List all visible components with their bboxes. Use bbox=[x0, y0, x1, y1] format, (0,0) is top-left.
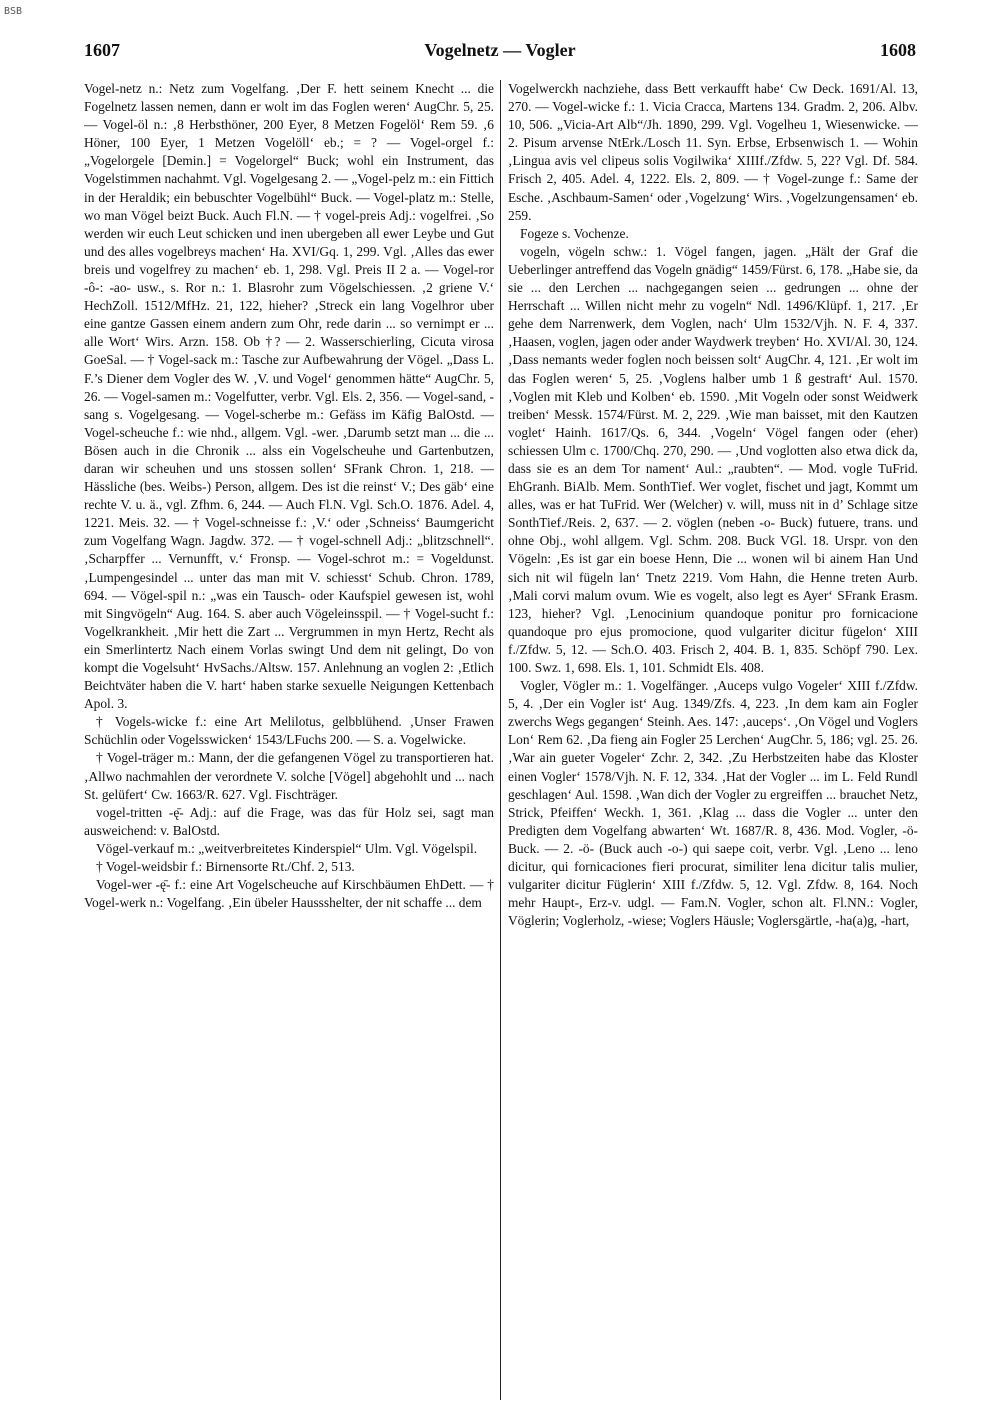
page-header bbox=[84, 40, 916, 66]
dictionary-entry: † Vogel-weidsbir f.: Birnensorte Rt./Chf. 2, 513. bbox=[96, 859, 355, 875]
dictionary-entry: vogeln, vögeln schw.: 1. Vögel fangen, jagen. „Hält der Graf die Ueberlinger antreffend das Vogeln gnädig“ 1459/Fürst. 6, 178. „Habe sie, da sie ... den Lerchen ... nachgegangen seien ... gedrungen ... ohne der Herrschaft ... Willen nicht mehr zu vogeln“ Ndl. 1496/Klüpf. 1, 217. ‚Er gehe dem Narrenwerk, dem Voglen, nach‘ Ulm 1532/Vjh. N. F. 4, 337. ‚Haasen, voglen, jagen oder ander Waydwerk treyben‘ Ho. XVI/Al. 30, 124. ‚Dass nemants weder foglen noch beissen solt‘ AugChr. 4, 121. ‚Er wolt im das Foglen weren‘ 5, 25. ‚Voglens halber umb 1 ß gestraft‘ Aul. 1570. ‚Voglen mit Kleb und Kolben‘ eb. 1590. ‚Mit Vogeln oder sonst Weidwerk treiben‘ Messk. 1574/Fürst. M. 2, 229. ‚Wie man baisset, mit den Kautzen voglet‘ Hainh. 1617/Qs. 6, 344. ‚Vogeln‘ Vögel fangen oder (eher) schiessen Ulm c. 1700/Chq. 270, 290. — ‚Und voglotten also etwa dick da, dass sie es an dem Tor nament‘ Aul.: „raubten“. — Mod. vogle TuFrid. EhGranh. BiAlb. Mem. SonthTief. Wer voglet, fischet und jagt, Kommt um alles, was er hat TuFrid. Wer (Welcher) v. will, muss nit in d’ Schlage sitze SonthTief./Reis. 2, 637. — 2. vöglen (neben -o- Buck) futuere, trans. und ohne Obj., wohl allgem. Vgl. Schm. 208. Buck VGl. 18. Urspr. von den Vögeln: ‚Es ist gar ein boese Henn, Die ... wonen wil bi ainem Han Und sich nit wil fügeln lan‘ Tnetz 2219. Vom Hahn, die Henne treten Aurb. ‚Mali corvi malum ovum. Wie es vogelt, also legt es Ayer‘ SFrank Erasm. 123, hieher? Vgl. ‚Lenocinium quandoque ponitur pro fornicacione quandoque pro ejus promocione, quod vulgariter dicitur fügelon‘ XIII f./Zfdw. 5, 12. — Sch.O. 403. Frisch 2, 404. B. 1, 835. Schöpf 790. Lex. 100. Swz. 1, 698. Els. 1, 101. Schmidt Els. 408. bbox=[508, 243, 918, 675]
dictionary-entry: vogel-tritten -ę̄- Adj.: auf die Frage, was das für Holz sei, sagt man ausweichend: v. BalOstd. bbox=[84, 804, 494, 838]
dictionary-entry: Vögel-verkauf m.: „weitverbreitetes Kinderspiel“ Ulm. Vgl. Vögelspil. bbox=[96, 840, 478, 856]
dictionary-entry: Fogeze s. Vochenze. bbox=[520, 225, 629, 241]
dictionary-entry: Vogler, Vögler m.: 1. Vogelfänger. ‚Auceps vulgo Vogeler‘ XIII f./Zfdw. 5, 4. ‚Der ein Vogler ist‘ Aug. 1349/Zfs. 4, 223. ‚In dem kam ain Fogler zwerchs Wegs gegangen‘ Steinh. Aes. 147: ‚auceps‘. ‚On Vögel und Voglers Lon‘ Rem 62. ‚Da fieng ain Fogler 25 Lerchen‘ AugChr. 5, 186; vgl. 25. 26. ‚War ain gueter Vogeler‘ Zchr. 2, 342. ‚Zu Herbstzeiten habe das Kloster einen Vogler‘ 1578/Vjh. N. F. 12, 334. ‚Hat der Vogler ... im L. Feld Rundl geschlagen‘ Aul. 1598. ‚Wan dich der Vogler zu ergreiffen ... brauchet Netz, Strick, Pfeiffen‘ Weckh. 1, 361. ‚Klag ... dass die Vogler ... unter den Predigten dem Vogelfang abwarten‘ Wt. 1687/R. 8, 436. Mod. Vogler, -ö- Buck. — 2. -ö- (Buck auch -o-) qui saepe coit, verbr. Vgl. ‚Leno ... leno dicitur, qui fornicaciones fieri procurat, similiter lena dicitur talis mulier, vulgariter dicitur Füglerin‘ XIII f./Zfdw. 5, 12. Vgl. Zfdw. 8, 164. Noch mehr Haupt-, Erz-v. udgl. — Fam.N. Vogler, schon alt. Fl.NN.: Vogler, Vöglerin; Voglerholz, -wiese; Voglers Häusle; Voglersgärtle, -ha(a)g, -hart, bbox=[508, 678, 918, 929]
right-column bbox=[508, 80, 918, 1400]
dictionary-entry: Vogelwerckh nachziehe, dass Bett verkaufft habe‘ Cw Deck. 1691/Al. 13, 270. — Vogel-wicke f.: 1. Vicia Cracca, Martens 134. Gradm. 2, 206. Albv. 10, 506. „Vicia-Art Alb“/Jh. 1890, 299. Vgl. Vogelheu 1, Wiesenwicke. — 2. Pisum arvense NtErk./Losch 11. Syn. Erbse, Erbsenwisch 1. — Wohin ‚Lingua avis vel clipeus solis Vogilwika‘ XIIIf./Zfdw. 5, 22? Vgl. Df. 584. Frisch 2, 405. Adel. 4, 1222. Els. 2, 809. — † Vogel-zunge f.: Same der Esche. ‚Aschbaum-Samen‘ oder ‚Vogelzung‘ Wirs. ‚Vogelzungensamen‘ eb. 259. bbox=[508, 81, 918, 223]
running-title: Vogelnetz — Vogler bbox=[424, 40, 576, 60]
dictionary-entry: † Vogel-träger m.: Mann, der die gefangenen Vögel zu transportieren hat. ‚Allwo nachmahlen der verordnete V. solche [Vögel] abgehohlt und ... nach St. gelüfert‘ Cw. 1663/R. 627. Vgl. Fischträger. bbox=[84, 750, 494, 802]
column-divider bbox=[500, 80, 501, 1400]
page-number-left: 1607 bbox=[84, 40, 120, 60]
dictionary-entry: † Vogels-wicke f.: eine Art Melilotus, gelbblühend. ‚Unser Frawen Schüchlin oder Vogelsswicken‘ 1543/LFuchs 200. — S. a. Vogelwicke. bbox=[84, 714, 494, 748]
page-number-right: 1608 bbox=[880, 40, 916, 60]
library-mark: BSB bbox=[4, 6, 23, 17]
left-column bbox=[84, 80, 494, 1400]
dictionary-entry: Vogel-wer -ę̄- f.: eine Art Vogelscheuche auf Kirschbäumen EhDett. — † Vogel-werk n.: Vogelfang. ‚Ein übeler Haussshelter, der nit schaffe ... dem bbox=[84, 877, 494, 911]
dictionary-entry: Vogel-netz n.: Netz zum Vogelfang. ‚Der F. hett seinem Knecht ... die Fogelnetz lassen nemen, dann er wolt im das Foglen weren‘ AugChr. 5, 25. — Vogel-öl n.: ‚8 Herbsthöner, 200 Eyer, 8 Metzen Fogelöl‘ Rem 59. ‚6 Höner, 100 Eyer, 1 Metzen Vogelöll‘ eb.; = ? — Vogel-orgel f.: „Vogelorgele [Demin.] = Vogelorgel“ Buck; wohl ein Instrument, das Vogelstimmen nachahmt. Vgl. Vogelgesang 2. — „Vogel-pelz m.: ein Fittich in der Heraldik; ein bebuschter Vogelbühl“ Buck. — Vogel-platz m.: Stelle, wo man Vögel beizt Buck. Auch Fl.N. — † vogel-preis Adj.: vogelfrei. ‚So werden wir euch Leut schicken und inen ubergeben all ewer Leybe und Gut und des alles vogelbreys machen‘ Ha. XVI/Gq. 1, 299. Vgl. ‚Alles das ewer breis und vogelfrey zu machen‘ eb. 1, 298. Vgl. Preis II 2 a. — Vogel-ror -ô-: -ao- usw., s. Ror n.: 1. Blasrohr zum Vögelschiessen. ‚2 griene V.‘ HechZoll. 1512/MfHz. 21, 122, hieher? ‚Streck ein lang Vogelhror uber eine gantze Gassen einem andern zum Ohr, rede darin ... so vernimpt er ... alle Wort‘ Wirs. Arzn. 158. Ob †? — 2. Wasserschierling, Cicuta virosa GoeSal. — † Vogel-sack m.: Tasche zur Aufbewahrung der Vögel. „Dass L. F.’s Diener dem Vogler des W. ‚V. und Vogel‘ genommen hätte“ AugChr. 5, 26. — Vogel-samen m.: Vogelfutter, verbr. Vgl. Els. 2, 356. — Vogel-sand, -sang s. Vogelgesang. — Vogel-scherbe m.: Gefäss im Käfig BalOstd. — Vogel-scheuche f.: wie nhd., allgem. Vgl. -wer. ‚Darumb setzt man ... die ... Bösen auch in die Chronik ... alss ein Vogelscheuhe und Gartenbutzen, daran wir scheuhen und uns stossen sollen‘ SFrank Chron. 1, 218. — Hässliche (bes. Weibs-) Person, allgem. Des ist die reinst‘ V.; Des gäb‘ eine rechte V. u. ä., vgl. Zfhm. 6, 244. — Auch Fl.N. Vgl. Sch.O. 1876. Adel. 4, 1221. Meis. 32. — † Vogel-schneisse f.: ‚V.‘ oder ‚Schneiss‘ Baumgericht zum Vogelfang Wagn. Jagdw. 372. — † vogel-schnell Adj.: „blitzschnell“. ‚Scharpffer ... Vernunfft, v.‘ Fronsp. — Vogel-schrot m.: = Vogeldunst. ‚Lumpengesindel ... unter das man mit V. schiesst‘ Schub. Chron. 1789, 694. — Vögel-spil n.: „was ein Tausch- oder Kaufspiel gewesen ist, wohl mit Singvögeln“ Aug. 164. S. aber auch Vögeleinsspil. — † Vogel-sucht f.: Vogelkrankheit. ‚Mir hett die Zart ... Vergrummen in myn Hertz, Recht als ein Smerlintertz Nach einem Vorlas swingt Und dem nit gelingt, Do von kompt die Vogelsuht‘ HvSachs./Altsw. 157. Anlehnung an voglen 2: ‚Etlich Beichtväter haben die V. hart‘ haben starke sexuelle Neigungen Kettenbach Apol. 3. bbox=[84, 81, 494, 712]
